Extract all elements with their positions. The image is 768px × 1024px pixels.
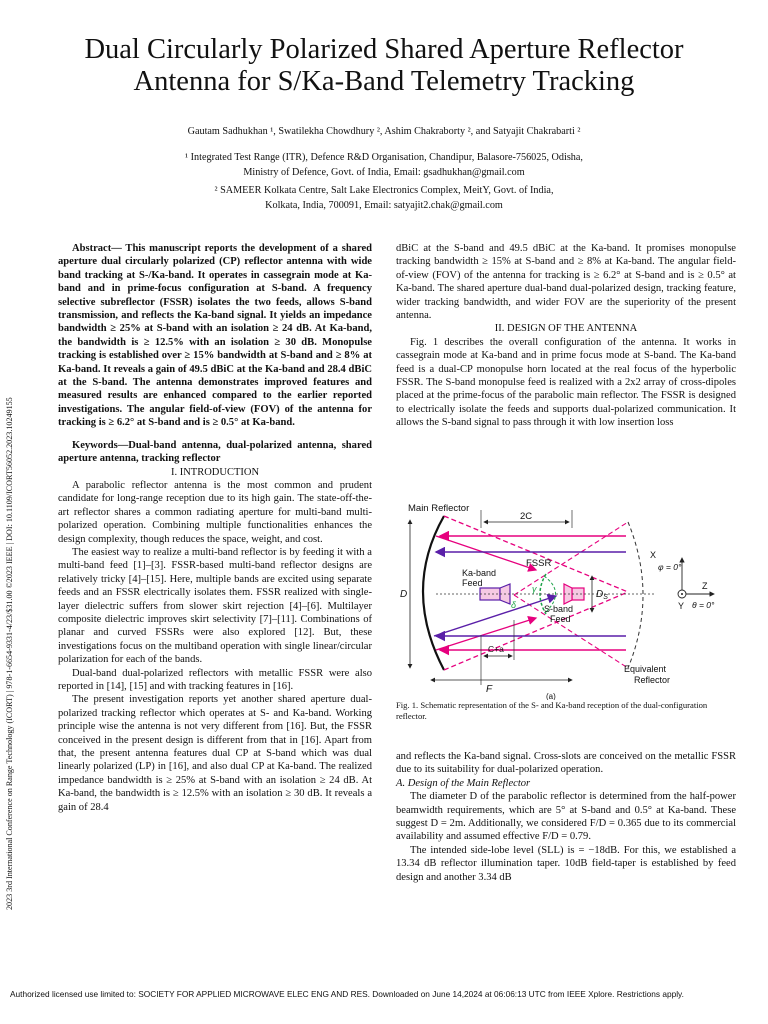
- label-gamma: γ: [532, 584, 537, 594]
- conference-side-strip: 2023 3rd International Conference on Range Technology (ICORT) | 978-1-6654-9331-4/23/$31.00 ©2023 IEEE | DOI: 10.1109/ICORT56052.2023.10249155: [5, 397, 14, 910]
- right-paragraph-continued: dBiC at the S-band and 49.5 dBiC at the Ka-band. It promises monopulse tracking bandwidth ≥ 15% at S-band and ≥ 8% at Ka-band. The angular field-of-view (FOV) of the antenna for tracking is ≥ 6.2° at S-band and is ≥ 0.5° at Ka-band. The shared aperture dual-band dual-polarized design, tracking feature, wider tracking bandwidth, and wider FOV are the superiority of the present antenna.: [396, 243, 736, 322]
- affiliation-2: [60, 183, 708, 213]
- right-column-top: [396, 242, 736, 430]
- label-axis-theta: θ = 0°: [692, 600, 715, 610]
- section-introduction-heading: I. INTRODUCTION: [170, 466, 260, 478]
- keywords: Keywords—Dual-band antenna, dual-polarized antenna, shared aperture antenna, tracking reflector: [58, 439, 372, 465]
- intro-paragraph-1: A parabolic reflector antenna is the most common and prudent candidate for long-range reception due to its high gain. The state-off-the-art reflector shares a common radiating aperture for multi-band multi-polarized operation. Combining multiple functionalities enhances the design complexity, though reduces the space, weight, and cost.: [58, 479, 372, 545]
- ieee-license-footer: Authorized licensed use limited to: SOCIETY FOR APPLIED MICROWAVE ELEC ENG AND RES. Downloaded on June 14,2024 at 06:06:13 UTC from IEEE Xplore. Restrictions apply.: [10, 989, 684, 999]
- label-equivalent-2: Reflector: [634, 675, 671, 685]
- label-c-plus-a: C+a: [488, 644, 504, 654]
- label-fssr: FSSR: [526, 558, 552, 569]
- abstract: Abstract— This manuscript reports the development of a shared aperture dual circularly polarized (CP) reflector antenna with wide band tracking at S-/Ka-band. It operates in cassegrain mode at Ka-band and in prime-focus configuration at S-band. A frequency selective subreflector (FSSR) isolates the two feeds, allows S-band transmission, and reflects the Ka-band signal. It yields an impedance bandwidth ≥ 25% at S-band with an isolation ≥ 24 dB. At Ka-band, the bandwidth is ≥ 12.5% with an isolation ≥ 30 dB. Monopulse tracking is established over ≥ 15% bandwidth at S-band and ≥ 8% at Ka-band. It reveals a gain of 49.5 dBiC at the Ka-band and 28.4 dBiC at the S-band. The antenna demonstrates improved features and measured results are enhanced compared to the earlier reported investigations. The angular field-of-view (FOV) of the antenna for tracking is ≥ 6.2° at S-band and is ≥ 0.5° at Ka-band.: [58, 243, 372, 429]
- affiliation-1-line-2: Ministry of Defence, Govt. of India, Email: gsadhukhan@gmail.com: [243, 167, 525, 178]
- label-delta: δ: [511, 600, 517, 610]
- label-s-feed-1: S-band: [544, 604, 574, 614]
- affiliation-2-line-2: Kolkata, India, 700091, Email: satyajit2.chak@gmail.com: [265, 200, 503, 211]
- label-ka-feed-2: Feed: [462, 578, 483, 588]
- label-f: F: [486, 684, 493, 695]
- label-main-reflector: Main Reflector: [408, 503, 470, 514]
- affiliation-1-line-1: ¹ Integrated Test Range (ITR), Defence R&D Organisation, Chandipur, Balasore-756025, Odisha,: [185, 152, 583, 163]
- main-reflector-paragraph-1: The diameter D of the parabolic reflector is determined from the half-power beamwidth requirements, which are 5° at S-band and 0.5° at Ka-band. These suggest D = 2m. Additionally, we considered F/D = 0.365 due to its commercial availability and assumed effective F/D = 0.79.: [396, 791, 736, 843]
- section-design-heading: II. DESIGN OF THE ANTENNA: [494, 323, 638, 335]
- paper-title: [30, 34, 738, 98]
- equivalent-reflector-curve: [628, 522, 643, 668]
- intro-paragraph-3: Dual-band dual-polarized reflectors with metallic FSSR were also reported in [14], [15] and with tracking features in [16].: [58, 667, 372, 692]
- author-list: Gautam Sadhukhan ¹, Swatilekha Chowdhury ², Ashim Chakraborty ², and Satyajit Chakrabarti ²: [187, 126, 581, 137]
- design-paragraph-2: and reflects the Ka-band signal. Cross-slots are conceived on the metallic FSSR due to its suitability for dual-polarized operation.: [396, 751, 736, 776]
- label-ka-feed-1: Ka-band: [462, 568, 497, 578]
- main-reflector-paragraph-2: The intended side-lobe level (SLL) is = −18dB. For this, we established a 13.34 dB reflector illumination taper. 10dB field-taper is established by feed design and another 3.34 dB: [396, 844, 736, 883]
- title-line-1: Dual Circularly Polarized Shared Aperture Reflector: [84, 34, 684, 65]
- label-2c: 2C: [520, 511, 533, 522]
- label-sub-a: (a): [546, 692, 556, 700]
- label-axis-z: Z: [702, 581, 708, 591]
- label-axis-phi: φ = 0°: [658, 562, 682, 572]
- label-ds: $D_S$: [596, 589, 608, 601]
- intro-paragraph-2: The easiest way to realize a multi-band reflector is by feeding it with a multi-band feed [1]–[3]. FSSR-based multi-band reflector designs are relatively tricky [4]–[15]. Here, multiple bands are excited using separate feeds and an FSSR electrically isolates them. FSSR realized with single-layer dielectric suffers from slower skirt rejection [4]–[6]. Multilayer composite dielectric improves skirt selectivity [7]–[11]. Combinations of planar and curved FSSRs were also explored [12]. But, these investigations focus on the multiband operation with single linear/circular polarization for each of the bands.: [58, 546, 372, 666]
- figure-1-caption: Fig. 1. Schematic representation of the S- and Ka-band reception of the dual-configuration reflector.: [396, 700, 708, 721]
- intro-paragraph-4: The present investigation reports yet another shared aperture dual-polarized tracking reflector which operates at S- and Ka-band. Working principle wise the antenna is not very different from [16]. But, the FSSR conceived in the present design is different from that in [16]. Apart from that, the present antenna features dual CP at S-band which was dual linearly polarized (LP) in [16], and also dual CP at Ka-band. The realized impedance bandwidth is ≥ 25% at S-band with an isolation ≥ 24 dB. At Ka-band, the bandwidth is ≥ 12.5% with an isolation ≥ 30 dB. It reveals a gain of 28.4: [58, 694, 372, 813]
- left-column: [58, 242, 372, 814]
- affiliation-1: [60, 150, 708, 180]
- main-reflector-curve: [423, 516, 444, 670]
- design-paragraph-1: Fig. 1 describes the overall configuration of the antenna. It works in cassegrain mode at Ka-band and in prime focus mode at S-band. The Ka-band feed is a dual-CP monopulse horn located at the real focus of the hyperbolic FSSR. The S-band monopulse feed is realized with a 2x2 array of cross-dipoles placed at the prime-focus of the parabolic main reflector. The FSSR is designed to electrically isolate the feeds and supports dual-polarized communication. It allows the S-band signal to pass through it with low insertion loss: [396, 336, 736, 429]
- label-equivalent-1: Equivalent: [624, 664, 667, 674]
- label-s-feed-2: Feed: [550, 614, 571, 624]
- right-column-bottom: [396, 750, 736, 884]
- subsection-main-reflector-heading: A. Design of the Main Reflector: [396, 777, 531, 789]
- title-line-2: Antenna for S/Ka-Band Telemetry Tracking: [133, 66, 635, 97]
- affiliation-2-line-1: ² SAMEER Kolkata Centre, Salt Lake Electronics Complex, MeitY, Govt. of India,: [214, 185, 554, 196]
- label-axis-y: Y: [678, 601, 685, 611]
- figure-1-diagram: [396, 500, 736, 700]
- label-d: D: [400, 589, 408, 600]
- label-axis-x: X: [650, 550, 657, 560]
